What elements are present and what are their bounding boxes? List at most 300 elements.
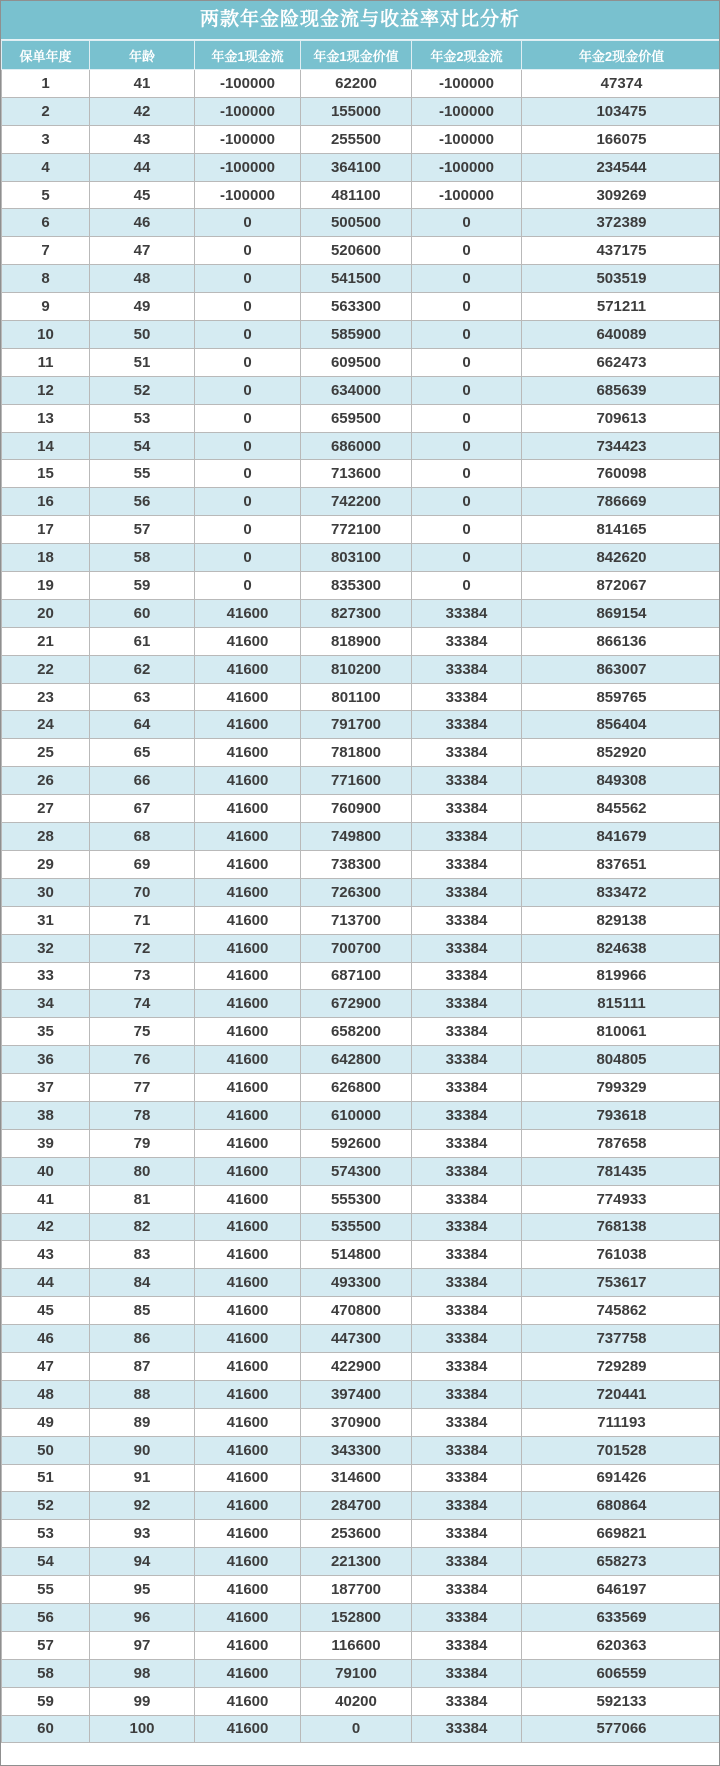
cell: 869154 [522, 599, 720, 627]
cell: 41 [90, 70, 195, 98]
cell: 33384 [412, 1325, 522, 1353]
cell: 33384 [412, 1715, 522, 1743]
table-header [2, 41, 720, 70]
cell: 34 [2, 990, 90, 1018]
cell: 4 [2, 153, 90, 181]
cell: 41600 [195, 1464, 301, 1492]
cell: 27 [2, 795, 90, 823]
cell: 33384 [412, 711, 522, 739]
cell: 787658 [522, 1129, 720, 1157]
cell: 54 [90, 432, 195, 460]
cell: 0 [195, 488, 301, 516]
cell: 33384 [412, 1101, 522, 1129]
cell: 57 [2, 1631, 90, 1659]
cell: 41600 [195, 1129, 301, 1157]
table-row [2, 1297, 720, 1325]
cell: 33384 [412, 990, 522, 1018]
cell: 21 [2, 627, 90, 655]
cell: 45 [2, 1297, 90, 1325]
cell: 33384 [412, 1631, 522, 1659]
column-header: 保单年度 [2, 41, 90, 70]
cell: 70 [90, 878, 195, 906]
cell: 810200 [301, 655, 412, 683]
cell: 729289 [522, 1352, 720, 1380]
cell: 41600 [195, 1046, 301, 1074]
cell: 41600 [195, 850, 301, 878]
cell: 116600 [301, 1631, 412, 1659]
table-row [2, 153, 720, 181]
table-row [2, 599, 720, 627]
cell: 33384 [412, 878, 522, 906]
cell: 33384 [412, 823, 522, 851]
cell: 669821 [522, 1520, 720, 1548]
cell: 99 [90, 1687, 195, 1715]
cell: 634000 [301, 376, 412, 404]
cell: 0 [195, 432, 301, 460]
cell: 0 [412, 404, 522, 432]
cell: 771600 [301, 767, 412, 795]
column-header: 年金2现金流 [412, 41, 522, 70]
cell: 33384 [412, 1074, 522, 1102]
table-row [2, 1185, 720, 1213]
cell: 33384 [412, 683, 522, 711]
cell: 8 [2, 265, 90, 293]
column-header: 年金1现金流 [195, 41, 301, 70]
cell: 74 [90, 990, 195, 1018]
cell: 713700 [301, 906, 412, 934]
cell: 41600 [195, 1241, 301, 1269]
cell: 33384 [412, 599, 522, 627]
cell: 9 [2, 293, 90, 321]
cell: 44 [90, 153, 195, 181]
cell: 39 [2, 1129, 90, 1157]
cell: 33384 [412, 1548, 522, 1576]
cell: 514800 [301, 1241, 412, 1269]
cell: 221300 [301, 1548, 412, 1576]
cell: 793618 [522, 1101, 720, 1129]
cell: 658200 [301, 1018, 412, 1046]
cell: 234544 [522, 153, 720, 181]
cell: 65 [90, 739, 195, 767]
cell: 66 [90, 767, 195, 795]
table-row [2, 237, 720, 265]
cell: 0 [412, 348, 522, 376]
cell: -100000 [195, 97, 301, 125]
cell: 187700 [301, 1576, 412, 1604]
cell: 41600 [195, 1408, 301, 1436]
cell: 41600 [195, 1213, 301, 1241]
cell: 761038 [522, 1241, 720, 1269]
cell: 15 [2, 460, 90, 488]
header-row [2, 41, 720, 70]
table-row [2, 1101, 720, 1129]
cell: 41600 [195, 1380, 301, 1408]
cell: 45 [90, 181, 195, 209]
cell: 33384 [412, 1576, 522, 1604]
cell: 577066 [522, 1715, 720, 1743]
cell: 76 [90, 1046, 195, 1074]
table-row [2, 265, 720, 293]
cell: 41 [2, 1185, 90, 1213]
table-row [2, 1157, 720, 1185]
cell: 0 [412, 376, 522, 404]
cell: 0 [412, 544, 522, 572]
cell: 59 [90, 572, 195, 600]
cell: 7 [2, 237, 90, 265]
cell: 41600 [195, 1352, 301, 1380]
cell: 872067 [522, 572, 720, 600]
cell: 863007 [522, 655, 720, 683]
cell: 79 [90, 1129, 195, 1157]
cell: 10 [2, 321, 90, 349]
cell: 819966 [522, 962, 720, 990]
table-row [2, 906, 720, 934]
cell: -100000 [195, 70, 301, 98]
cell: 370900 [301, 1408, 412, 1436]
cell: 69 [90, 850, 195, 878]
cell: 86 [90, 1325, 195, 1353]
cell: 503519 [522, 265, 720, 293]
cell: 745862 [522, 1297, 720, 1325]
cell: 41600 [195, 1603, 301, 1631]
cell: 658273 [522, 1548, 720, 1576]
table-row [2, 1631, 720, 1659]
cell: 0 [195, 237, 301, 265]
cell: 43 [90, 125, 195, 153]
cell: 41600 [195, 1548, 301, 1576]
table-row [2, 1380, 720, 1408]
cell: 364100 [301, 153, 412, 181]
cell: -100000 [412, 153, 522, 181]
cell: 26 [2, 767, 90, 795]
cell: 64 [90, 711, 195, 739]
cell: 32 [2, 934, 90, 962]
cell: 41600 [195, 1576, 301, 1604]
table-row [2, 1241, 720, 1269]
cell: 481100 [301, 181, 412, 209]
cell: 55 [2, 1576, 90, 1604]
cell: 852920 [522, 739, 720, 767]
cell: 0 [195, 348, 301, 376]
cell: -100000 [412, 97, 522, 125]
cell: 41600 [195, 1492, 301, 1520]
cell: 571211 [522, 293, 720, 321]
cell: 672900 [301, 990, 412, 1018]
table-body [2, 70, 720, 1743]
table-row [2, 655, 720, 683]
cell: 801100 [301, 683, 412, 711]
cell: 28 [2, 823, 90, 851]
column-header: 年龄 [90, 41, 195, 70]
cell: 63 [90, 683, 195, 711]
cell: 41600 [195, 990, 301, 1018]
cell: 711193 [522, 1408, 720, 1436]
cell: 829138 [522, 906, 720, 934]
cell: 94 [90, 1548, 195, 1576]
cell: 786669 [522, 488, 720, 516]
table-row [2, 1018, 720, 1046]
cell: 33384 [412, 767, 522, 795]
table-row [2, 1325, 720, 1353]
cell: 52 [2, 1492, 90, 1520]
cell: 42 [2, 1213, 90, 1241]
table-row [2, 1659, 720, 1687]
cell: 555300 [301, 1185, 412, 1213]
cell: 33384 [412, 655, 522, 683]
cell: 41600 [195, 1185, 301, 1213]
cell: 46 [2, 1325, 90, 1353]
cell: 803100 [301, 544, 412, 572]
cell: 18 [2, 544, 90, 572]
cell: 22 [2, 655, 90, 683]
cell: 810061 [522, 1018, 720, 1046]
table-row [2, 1269, 720, 1297]
cell: 19 [2, 572, 90, 600]
cell: 33384 [412, 1129, 522, 1157]
cell: 91 [90, 1464, 195, 1492]
cell: 760900 [301, 795, 412, 823]
cell: 13 [2, 404, 90, 432]
cell: 41600 [195, 823, 301, 851]
cell: 849308 [522, 767, 720, 795]
cell: 33384 [412, 1269, 522, 1297]
cell: 59 [2, 1687, 90, 1715]
cell: 46 [90, 209, 195, 237]
cell: 686000 [301, 432, 412, 460]
table-row [2, 823, 720, 851]
table-row [2, 1492, 720, 1520]
cell: 680864 [522, 1492, 720, 1520]
cell: 6 [2, 209, 90, 237]
cell: 90 [90, 1436, 195, 1464]
cell: 41600 [195, 962, 301, 990]
cell: 33384 [412, 1185, 522, 1213]
cell: 48 [2, 1380, 90, 1408]
cell: 606559 [522, 1659, 720, 1687]
cell: 2 [2, 97, 90, 125]
cell: 701528 [522, 1436, 720, 1464]
cell: 0 [301, 1715, 412, 1743]
cell: 255500 [301, 125, 412, 153]
cell: 56 [2, 1603, 90, 1631]
cell: 49 [2, 1408, 90, 1436]
cell: 856404 [522, 711, 720, 739]
cell: 92 [90, 1492, 195, 1520]
cell: 33384 [412, 1018, 522, 1046]
cell: 535500 [301, 1213, 412, 1241]
table-row [2, 516, 720, 544]
cell: 41600 [195, 1074, 301, 1102]
cell: 592133 [522, 1687, 720, 1715]
column-header: 年金2现金价值 [522, 41, 720, 70]
cell: 38 [2, 1101, 90, 1129]
table-row [2, 1576, 720, 1604]
cell: 0 [195, 460, 301, 488]
table-row [2, 1129, 720, 1157]
cell: 41600 [195, 1715, 301, 1743]
cell: 659500 [301, 404, 412, 432]
cell: 33384 [412, 934, 522, 962]
cell: 31 [2, 906, 90, 934]
table-row [2, 1520, 720, 1548]
column-header: 年金1现金价值 [301, 41, 412, 70]
cell: 726300 [301, 878, 412, 906]
cell: 815111 [522, 990, 720, 1018]
cell: 33384 [412, 906, 522, 934]
cell: 685639 [522, 376, 720, 404]
cell: 80 [90, 1157, 195, 1185]
cell: 33384 [412, 1157, 522, 1185]
table-row [2, 990, 720, 1018]
cell: 720441 [522, 1380, 720, 1408]
cell: 97 [90, 1631, 195, 1659]
table-row [2, 1074, 720, 1102]
cell: 41600 [195, 655, 301, 683]
cell: 58 [90, 544, 195, 572]
cell: 41600 [195, 1436, 301, 1464]
cell: 72 [90, 934, 195, 962]
cell: 742200 [301, 488, 412, 516]
cell: 0 [412, 209, 522, 237]
cell: 103475 [522, 97, 720, 125]
cell: 0 [195, 376, 301, 404]
table-row [2, 544, 720, 572]
cell: 633569 [522, 1603, 720, 1631]
cell: 0 [412, 265, 522, 293]
table-row [2, 934, 720, 962]
cell: 40 [2, 1157, 90, 1185]
cell: 1 [2, 70, 90, 98]
cell: 626800 [301, 1074, 412, 1102]
cell: 41600 [195, 627, 301, 655]
cell: 0 [412, 488, 522, 516]
table-row [2, 125, 720, 153]
cell: 842620 [522, 544, 720, 572]
cell: 93 [90, 1520, 195, 1548]
cell: 314600 [301, 1464, 412, 1492]
cell: 36 [2, 1046, 90, 1074]
cell: 713600 [301, 460, 412, 488]
cell: 33384 [412, 627, 522, 655]
cell: 85 [90, 1297, 195, 1325]
table-row [2, 209, 720, 237]
cell: 44 [2, 1269, 90, 1297]
cell: 33384 [412, 1046, 522, 1074]
cell: 33384 [412, 1436, 522, 1464]
cell: 640089 [522, 321, 720, 349]
cell: 41600 [195, 795, 301, 823]
cell: 33384 [412, 1659, 522, 1687]
cell: 51 [2, 1464, 90, 1492]
cell: 33384 [412, 1380, 522, 1408]
cell: 53 [90, 404, 195, 432]
table-row [2, 1548, 720, 1576]
cell: 0 [195, 265, 301, 293]
cell: 541500 [301, 265, 412, 293]
cell: 753617 [522, 1269, 720, 1297]
cell: 12 [2, 376, 90, 404]
cell: 309269 [522, 181, 720, 209]
table-row [2, 962, 720, 990]
cell: 642800 [301, 1046, 412, 1074]
cell: 768138 [522, 1213, 720, 1241]
cell: 835300 [301, 572, 412, 600]
cell: 11 [2, 348, 90, 376]
cell: 833472 [522, 878, 720, 906]
cell: 0 [195, 544, 301, 572]
cell: 0 [412, 516, 522, 544]
cell: 470800 [301, 1297, 412, 1325]
cell: 33 [2, 962, 90, 990]
cell: 0 [195, 404, 301, 432]
cell: 67 [90, 795, 195, 823]
cell: 57 [90, 516, 195, 544]
table-row [2, 1046, 720, 1074]
cell: 734423 [522, 432, 720, 460]
cell: -100000 [195, 181, 301, 209]
cell: 41600 [195, 1659, 301, 1687]
cell: 859765 [522, 683, 720, 711]
cell: 804805 [522, 1046, 720, 1074]
data-table [1, 40, 720, 1743]
cell: 343300 [301, 1436, 412, 1464]
cell: 447300 [301, 1325, 412, 1353]
cell: 397400 [301, 1380, 412, 1408]
cell: 89 [90, 1408, 195, 1436]
cell: 662473 [522, 348, 720, 376]
cell: 781800 [301, 739, 412, 767]
cell: 50 [2, 1436, 90, 1464]
cell: 33384 [412, 1520, 522, 1548]
cell: 23 [2, 683, 90, 711]
cell: 52 [90, 376, 195, 404]
cell: 55 [90, 460, 195, 488]
cell: 760098 [522, 460, 720, 488]
cell: 0 [412, 572, 522, 600]
table-row [2, 97, 720, 125]
cell: 814165 [522, 516, 720, 544]
cell: 47 [2, 1352, 90, 1380]
cell: 16 [2, 488, 90, 516]
table-row [2, 1687, 720, 1715]
cell: 68 [90, 823, 195, 851]
cell: 0 [195, 209, 301, 237]
cell: 691426 [522, 1464, 720, 1492]
cell: 700700 [301, 934, 412, 962]
cell: 24 [2, 711, 90, 739]
cell: 0 [412, 293, 522, 321]
cell: 0 [412, 432, 522, 460]
cell: 33384 [412, 1464, 522, 1492]
cell: 41600 [195, 878, 301, 906]
cell: 71 [90, 906, 195, 934]
cell: 33384 [412, 1213, 522, 1241]
cell: 56 [90, 488, 195, 516]
cell: 3 [2, 125, 90, 153]
cell: 17 [2, 516, 90, 544]
cell: 47 [90, 237, 195, 265]
cell: 43 [2, 1241, 90, 1269]
cell: 37 [2, 1074, 90, 1102]
cell: 84 [90, 1269, 195, 1297]
table-row [2, 795, 720, 823]
cell: 609500 [301, 348, 412, 376]
cell: 646197 [522, 1576, 720, 1604]
table-row [2, 878, 720, 906]
cell: 0 [195, 572, 301, 600]
table-row [2, 1603, 720, 1631]
cell: 83 [90, 1241, 195, 1269]
